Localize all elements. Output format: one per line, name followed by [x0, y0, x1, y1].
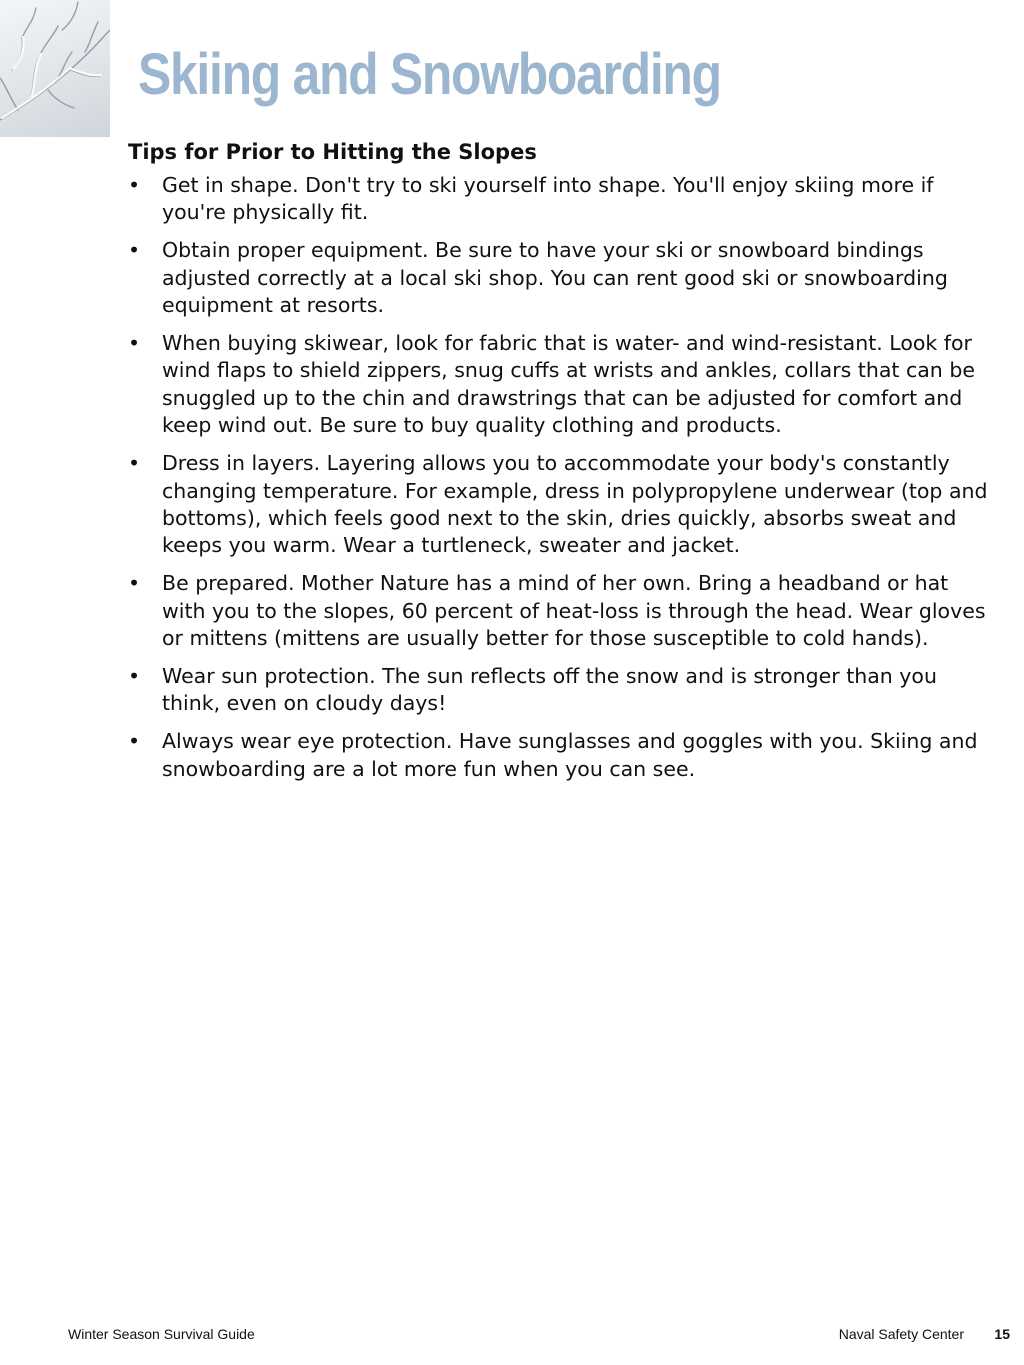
page-number: 15: [994, 1326, 1010, 1342]
bullet-icon: •: [128, 664, 141, 688]
footer-organization: Naval Safety Center: [838, 1326, 964, 1342]
bullet-icon: •: [128, 729, 141, 754]
tips-list: [128, 172, 988, 794]
section-heading: Tips for Prior to Hitting the Slopes: [128, 140, 537, 164]
bullet-icon: •: [128, 238, 141, 263]
bullet-icon: •: [128, 331, 141, 356]
list-item: [128, 330, 988, 440]
tip-text: Always wear eye protection. Have sunglasses and goggles with you. Skiing and snowboarding are a lot more fun when you can see.: [162, 729, 978, 781]
list-item: [128, 570, 988, 652]
bullet-icon: •: [128, 571, 141, 596]
footer-guide-title: Winter Season Survival Guide: [68, 1326, 255, 1342]
snowy-branches-image: [0, 0, 110, 137]
tip-text: When buying skiwear, look for fabric that is water- and wind-resistant. Look for wind flaps to shield zippers, snug cuffs at wrists and ankles, collars that can be snuggled up to the chin and drawstrings that can be adjusted for comfort and keep wind out. Be sure to buy quality clothing and products.: [162, 331, 975, 438]
tip-text: Obtain proper equipment. Be sure to have your ski or snowboard bindings adjusted correctly at a local ski shop. You can rent good ski or snowboarding equipment at resorts.: [162, 238, 948, 318]
page-title: Skiing and Snowboarding: [138, 42, 721, 107]
list-item: [128, 237, 988, 319]
list-item: [128, 663, 988, 718]
bullet-icon: •: [128, 173, 141, 197]
tip-text: Be prepared. Mother Nature has a mind of her own. Bring a headband or hat with you to the slopes, 60 percent of heat-loss is through the head. Wear gloves or mittens (mittens are usually better for those susceptible to cold hands).: [162, 571, 986, 651]
bullet-icon: •: [128, 451, 141, 476]
tip-text: Get in shape. Don't try to ski yourself into shape. You'll enjoy skiing more if you're physically fit.: [162, 173, 934, 225]
tip-text: Dress in layers. Layering allows you to accommodate your body's constantly changing temperature. For example, dress in polypropylene underwear (top and bottoms), which feels good next to the skin, dries quickly, absorbs sweat and keeps you warm. Wear a turtleneck, sweater and jacket.: [162, 451, 988, 558]
snowy-branches-icon: [0, 0, 110, 137]
list-item: [128, 450, 988, 560]
list-item: [128, 728, 988, 783]
tip-text: Wear sun protection. The sun reflects off the snow and is stronger than you think, even on cloudy days!: [162, 664, 937, 716]
list-item: [128, 172, 988, 227]
